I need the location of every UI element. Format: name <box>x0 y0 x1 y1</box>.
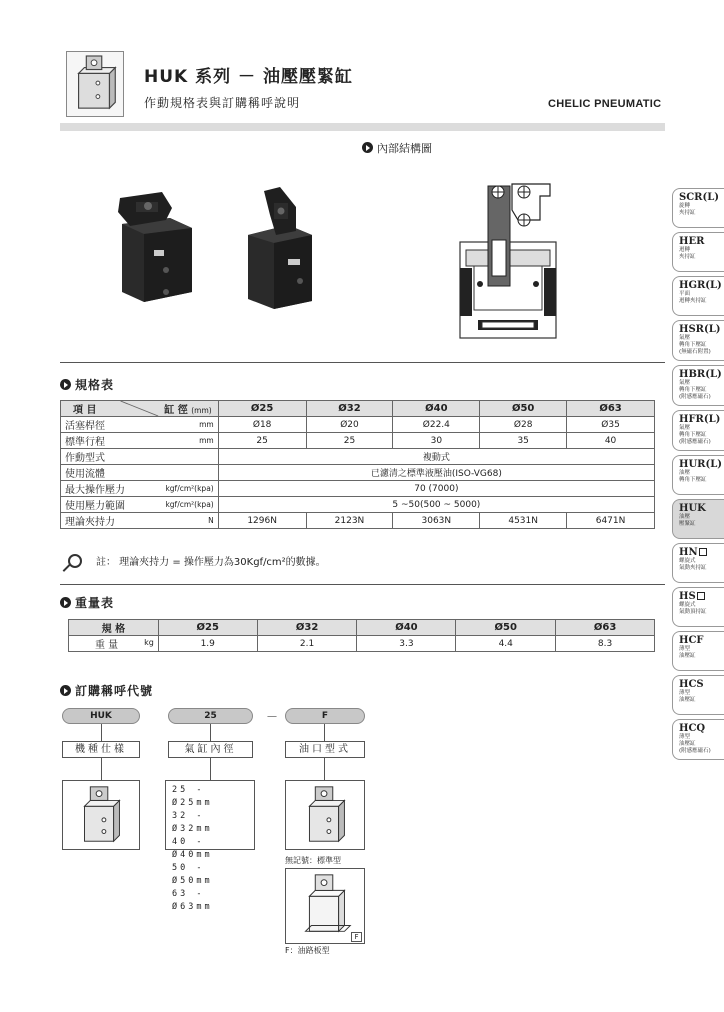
sidebar-item-hurl[interactable]: HUR(L) 油壓 轉角下壓缸 <box>672 455 724 495</box>
table-row <box>69 636 655 652</box>
table-cell: 4.4 <box>456 636 556 652</box>
order-code-port: F <box>285 708 365 724</box>
weight-heading: 重量表 <box>60 594 114 611</box>
box-port-type: 油口型式 <box>285 741 365 758</box>
order-heading: 訂購稱呼代號 <box>60 682 153 699</box>
bore-options-list <box>165 780 255 912</box>
sidebar-item-code: HUR(L) <box>679 459 722 470</box>
page-title: HUK 系列 － 油壓壓緊缸 <box>144 67 353 87</box>
series-sidebar <box>672 188 724 764</box>
internal-structure-drawing <box>458 180 560 340</box>
table-cell: 25 <box>218 433 306 449</box>
f-tag: F <box>351 932 362 942</box>
arrow-circle-icon <box>362 142 373 153</box>
page-subtitle: 作動規格表與訂購稱呼說明 <box>144 96 301 110</box>
weight-col-header: Ø40 <box>357 620 456 636</box>
spec-heading: 規格表 <box>60 376 114 393</box>
square-box-icon <box>697 592 705 600</box>
sidebar-item-code: HSR(L) <box>679 324 721 335</box>
connector-line <box>324 724 325 741</box>
weight-header-row <box>69 620 655 636</box>
divider <box>60 362 665 363</box>
model-illustration <box>62 780 140 850</box>
spec-col-header: Ø25 <box>218 401 306 417</box>
standard-type-illustration <box>285 780 365 850</box>
table-cell: Ø20 <box>306 417 393 433</box>
row-unit: mm <box>199 436 214 445</box>
row-label: 最大操作壓力 <box>65 485 125 496</box>
row-label: 使用流體 <box>65 469 105 480</box>
table-cell: Ø22.4 <box>393 417 480 433</box>
table-cell: Ø28 <box>480 417 567 433</box>
weight-col-header: Ø32 <box>257 620 357 636</box>
sidebar-item-code: SCR(L) <box>679 192 719 203</box>
row-label: 作動型式 <box>65 453 105 464</box>
bore-option: 25 - Ø25mm <box>172 785 213 808</box>
sidebar-item-huk[interactable]: HUK 油壓 壓緊缸 <box>672 499 724 539</box>
spec-col-header: Ø40 <box>393 401 480 417</box>
sidebar-item-code: HS <box>679 591 696 602</box>
weight-header-label: 規 格 <box>69 620 159 636</box>
sidebar-item-hcq[interactable]: HCQ 薄型 油壓缸 (附感應磁石) <box>672 719 724 760</box>
sidebar-item-code: HER <box>679 236 705 247</box>
header-bar <box>60 123 665 131</box>
bore-option: 32 - Ø32mm <box>172 811 213 834</box>
table-cell: 35 <box>480 433 567 449</box>
order-code-model: HUK <box>62 708 140 724</box>
brand-name: CHELIC PNEUMATIC <box>548 98 662 110</box>
spec-header-row <box>61 401 655 417</box>
table-cell-merged: 5 ~50(500 ~ 5000) <box>218 497 654 513</box>
weight-col-header: Ø63 <box>556 620 655 636</box>
table-cell: 2123N <box>306 513 393 529</box>
table-cell: 1.9 <box>158 636 257 652</box>
sidebar-item-scrl[interactable]: SCR(L) 旋轉 夾持缸 <box>672 188 724 228</box>
connector-line <box>101 758 102 780</box>
divider <box>60 584 665 585</box>
order-dash: － <box>266 710 279 724</box>
table-cell-merged: 複動式 <box>218 449 654 465</box>
table-cell: 6471N <box>567 513 655 529</box>
row-label: 重 量 <box>94 640 119 651</box>
spec-col-header: Ø63 <box>567 401 655 417</box>
box-model-spec: 機種仕樣 <box>62 741 140 758</box>
arrow-circle-icon <box>60 379 71 390</box>
weight-col-header: Ø50 <box>456 620 556 636</box>
weight-col-header: Ø25 <box>158 620 257 636</box>
table-cell: 4531N <box>480 513 567 529</box>
spec-table <box>60 400 655 529</box>
order-code-bore: 25 <box>168 708 253 724</box>
arrow-circle-icon <box>60 685 71 696</box>
header-product-thumbnail <box>66 51 124 117</box>
table-row <box>61 481 655 497</box>
weight-table <box>68 619 655 652</box>
table-row <box>61 449 655 465</box>
connector-line <box>210 724 211 741</box>
sidebar-item-hgrl[interactable]: HGR(L) 平面 迴轉夾持缸 <box>672 276 724 316</box>
sidebar-item-code: HUK <box>679 503 706 514</box>
row-unit: mm <box>199 420 214 429</box>
table-cell: 30 <box>393 433 480 449</box>
spec-col-header: Ø32 <box>306 401 393 417</box>
sidebar-item-code: HCQ <box>679 723 706 734</box>
table-row <box>61 465 655 481</box>
table-cell: 40 <box>567 433 655 449</box>
connector-line <box>101 724 102 741</box>
sidebar-item-her[interactable]: HER 迴轉 夾持缸 <box>672 232 724 272</box>
sidebar-item-code: HN <box>679 547 698 558</box>
square-box-icon <box>699 548 707 556</box>
product-photo-front <box>106 188 200 308</box>
table-row <box>61 433 655 449</box>
spec-col-header: Ø50 <box>480 401 567 417</box>
sidebar-item-hfrl[interactable]: HFR(L) 氣壓 轉角下壓缸 (附感應磁石) <box>672 410 724 451</box>
table-cell: Ø18 <box>218 417 306 433</box>
row-label: 標準行程 <box>65 437 105 448</box>
product-photo-angle <box>240 185 320 310</box>
table-cell-merged: 已濾清之標準液壓油(ISO-VG68) <box>218 465 654 481</box>
arrow-circle-icon <box>60 597 71 608</box>
structure-heading: 內部結構圖 <box>362 140 432 156</box>
bore-option: 63 - Ø63mm <box>172 889 213 912</box>
sidebar-item-code: HCF <box>679 635 704 646</box>
f-caption: F：油路板型 <box>285 946 330 955</box>
sidebar-item-code: HFR(L) <box>679 414 721 425</box>
connector-line <box>324 758 325 780</box>
row-label: 使用壓力範圍 <box>65 501 125 512</box>
sidebar-item-hcs[interactable]: HCS 薄型 油壓缸 <box>672 675 724 715</box>
bore-option: 40 - Ø40mm <box>172 837 213 860</box>
table-cell: 2.1 <box>257 636 357 652</box>
standard-caption: 無記號：標準型 <box>285 856 341 865</box>
sidebar-item-hn[interactable]: HN 螺旋式 氣動夾持缸 <box>672 543 724 583</box>
row-unit: kg <box>144 638 154 647</box>
table-row <box>61 513 655 529</box>
sidebar-item-code: HGR(L) <box>679 280 722 291</box>
table-cell: 3.3 <box>357 636 456 652</box>
sidebar-item-hs[interactable]: HS 螺旋式 氣動頂持缸 <box>672 587 724 627</box>
spec-corner-cell: 項 目 缸 徑 (mm) <box>61 401 219 417</box>
table-row <box>61 417 655 433</box>
row-unit: kgf/cm²(kpa) <box>165 500 214 509</box>
bore-option: 50 - Ø50mm <box>172 863 213 886</box>
spec-note: 註： 理論夾持力 = 操作壓力為30Kgf/cm²的數據。 <box>68 553 326 568</box>
table-cell: Ø35 <box>567 417 655 433</box>
row-label: 活塞桿徑 <box>65 421 105 432</box>
sidebar-item-hcf[interactable]: HCF 薄型 油壓缸 <box>672 631 724 671</box>
box-bore: 氣缸內徑 <box>168 741 253 758</box>
table-cell: 3063N <box>393 513 480 529</box>
table-row <box>61 497 655 513</box>
row-unit: kgf/cm²(kpa) <box>165 484 214 493</box>
sidebar-item-code: HBR(L) <box>679 369 722 380</box>
sidebar-item-hbrl[interactable]: HBR(L) 氣壓 轉角下壓缸 (附感應磁石) <box>672 365 724 406</box>
table-cell-merged: 70 (7000) <box>218 481 654 497</box>
table-cell: 8.3 <box>556 636 655 652</box>
sidebar-item-hsrl[interactable]: HSR(L) 氣壓 轉角下壓缸 (無磁石附置) <box>672 320 724 361</box>
table-cell: 1296N <box>218 513 306 529</box>
connector-line <box>210 758 211 780</box>
magnifier-icon <box>68 554 82 568</box>
table-cell: 25 <box>306 433 393 449</box>
row-label: 理論夾持力 <box>65 517 115 528</box>
row-unit: N <box>208 516 214 525</box>
sidebar-item-code: HCS <box>679 679 704 690</box>
